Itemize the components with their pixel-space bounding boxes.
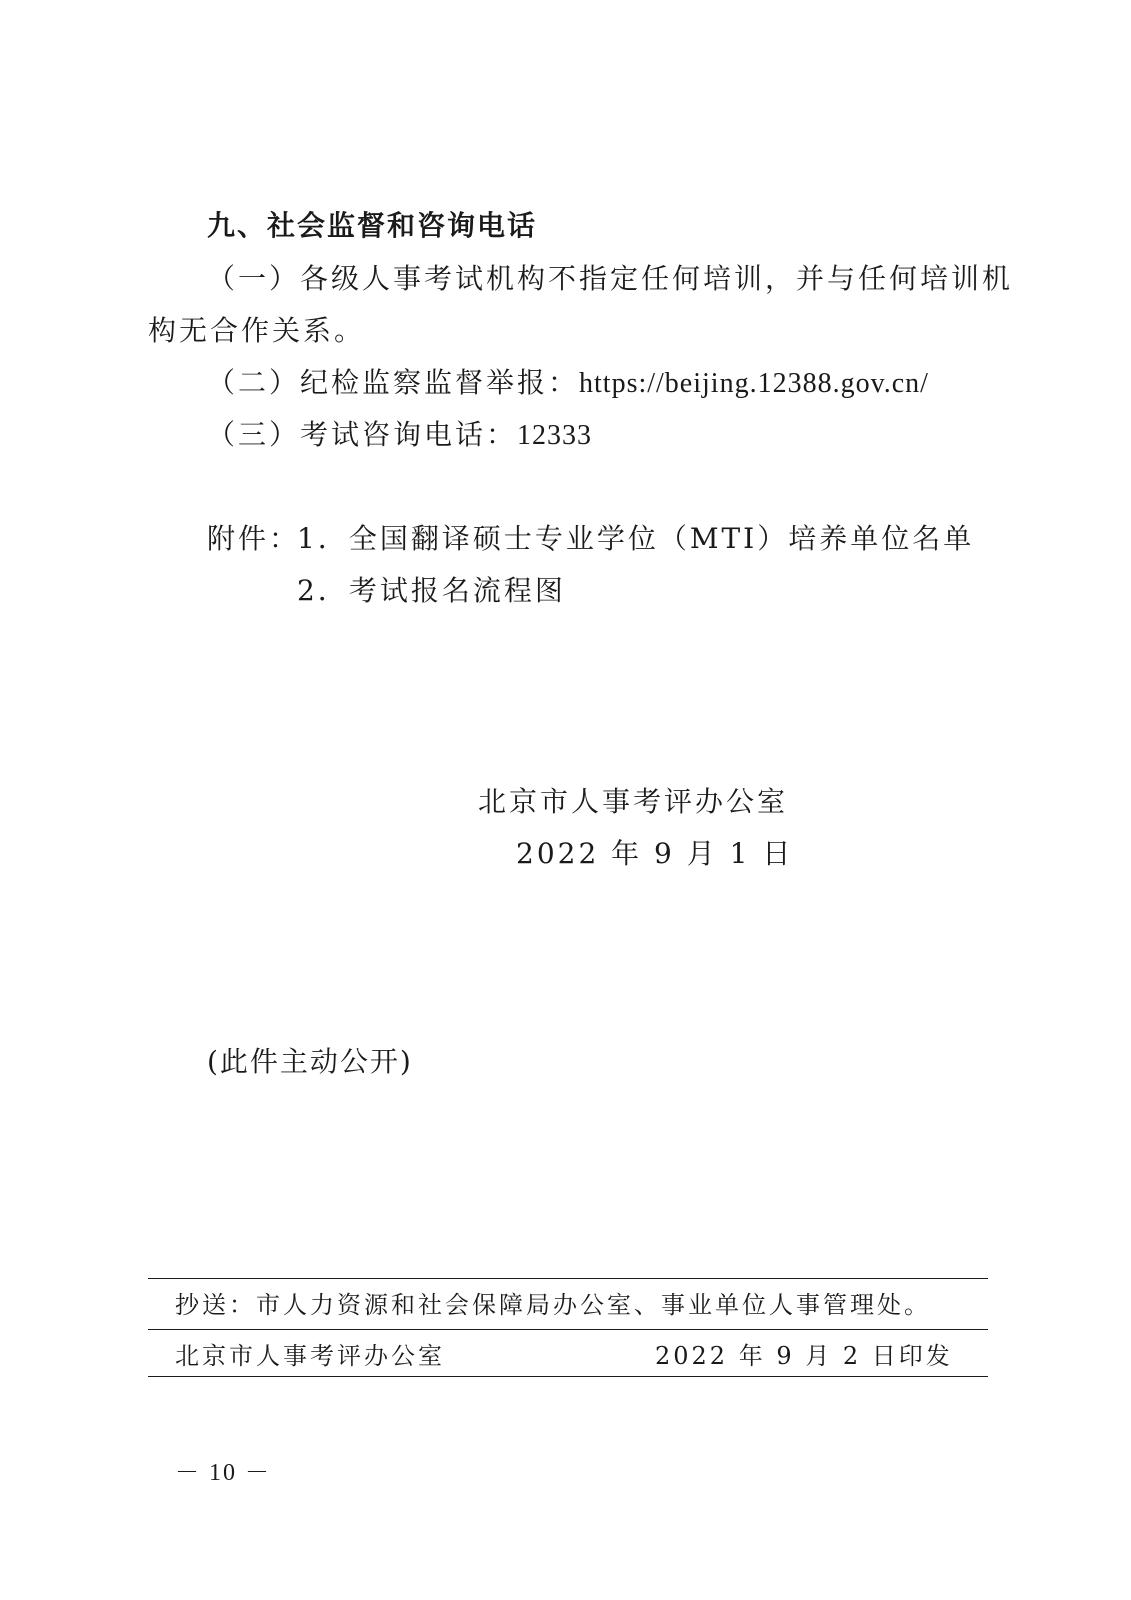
item-3-label: （三）考试咨询电话：: [207, 418, 518, 451]
footer-print-date: 2022 年 9 月 2 日印发: [655, 1342, 953, 1370]
report-url-link[interactable]: https://beijing.12388.gov.cn/: [579, 368, 929, 399]
footer-bottom-rule: [148, 1376, 988, 1377]
signature-org: 北京市人事考评办公室: [478, 785, 789, 818]
section-heading: 九、社会监督和咨询电话: [207, 209, 538, 242]
consult-phone-number: 12333: [517, 420, 593, 451]
item-2-label: （二）纪检监察监督举报：: [207, 366, 580, 399]
footer-top-rule: [148, 1278, 988, 1279]
signature-date: 2022 年 9 月 1 日: [516, 837, 794, 870]
attachments-label: 附件：: [207, 522, 301, 555]
footer-middle-rule: [148, 1329, 988, 1330]
item-1-line-2: 构无合作关系。: [148, 314, 366, 347]
disclosure-note: (此件主动公开): [207, 1045, 413, 1078]
item-2-report: [207, 363, 929, 404]
footer-cc: 抄送：市人力资源和社会保障局办公室、事业单位人事管理处。: [175, 1291, 931, 1319]
page-number: － 10 －: [175, 1460, 271, 1486]
item-3-phone: [207, 415, 592, 456]
item-1-line-1: （一）各级人事考试机构不指定任何培训，并与任何培训机: [207, 262, 1014, 295]
attachment-item-1: 1．全国翻译硕士专业学位（MTI）培养单位名单: [297, 522, 975, 555]
attachment-item-2: 2．考试报名流程图: [297, 574, 566, 607]
footer-issuer: 北京市人事考评办公室: [175, 1342, 445, 1370]
